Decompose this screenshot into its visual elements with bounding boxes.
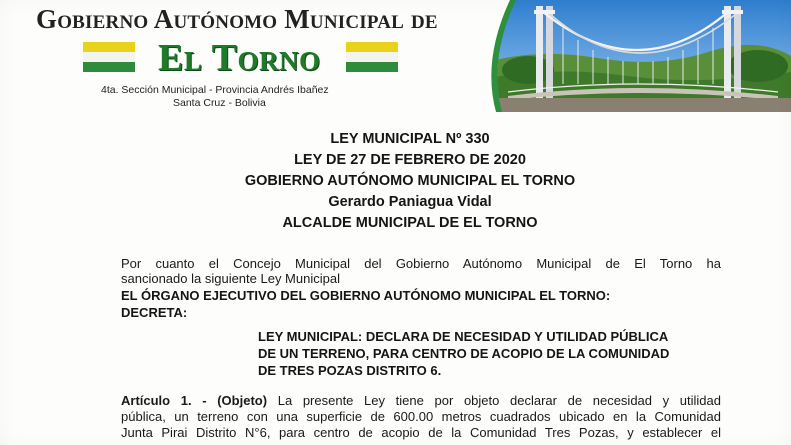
town-name: El Torno [158,37,321,79]
article-1-line-1-text: La presente Ley tiene por objeto declarar de necesidad y utilidad [267,393,721,408]
law-title-line-2: DE UN TERRENO, PARA CENTRO DE ACOPIO DE LA COMUNIDAD [258,346,670,361]
law-title-line-1: LEY MUNICIPAL: DECLARA DE NECESIDAD Y UTILIDAD PÚBLICA [258,329,669,344]
article-1-line-2: pública, un terreno con una superficie de 600.00 metros cuadrados ubicado en la Comunidad [121,409,721,424]
municipality-title: Gobierno Autónomo Municipal de [36,4,438,34]
article-1-line-3: Junta Pirai Distrito N°6, para centro de acopio de la Comunidad Tres Pozas, y establecer el [121,425,721,440]
government-name: GOBIERNO AUTÓNOMO MUNICIPAL EL TORNO [244,173,576,189]
article-1-label: Artículo 1. - (Objeto) [121,393,268,408]
article-1-line-1 [121,393,721,409]
address-line-2: Santa Cruz - Bolivia [173,97,266,109]
law-number: LEY MUNICIPAL Nº 330 [330,131,490,147]
address-line-1: 4ta. Sección Municipal - Provincia Andrés Ibañez [101,84,329,96]
suspension-bridge-image [488,0,791,112]
intro-line-2: sancionado la siguiente Ley Municipal [121,271,340,286]
flag-left-icon [83,42,135,72]
executive-organ-line: EL ÓRGANO EJECUTIVO DEL GOBIERNO AUTÓNOMO MUNICIPAL EL TORNO: [121,288,611,303]
mayor-name: Gerardo Paniagua Vidal [328,194,492,210]
mayor-title: ALCALDE MUNICIPAL DE EL TORNO [282,215,538,231]
law-date: LEY DE 27 DE FEBRERO DE 2020 [294,152,526,168]
intro-line-1: Por cuanto el Concejo Municipal del Gobierno Autónomo Municipal de El Torno ha [121,256,721,271]
decreta-label: DECRETA: [121,305,188,320]
law-title-line-3: DE TRES POZAS DISTRITO 6. [258,363,442,378]
flag-right-icon [346,42,398,72]
